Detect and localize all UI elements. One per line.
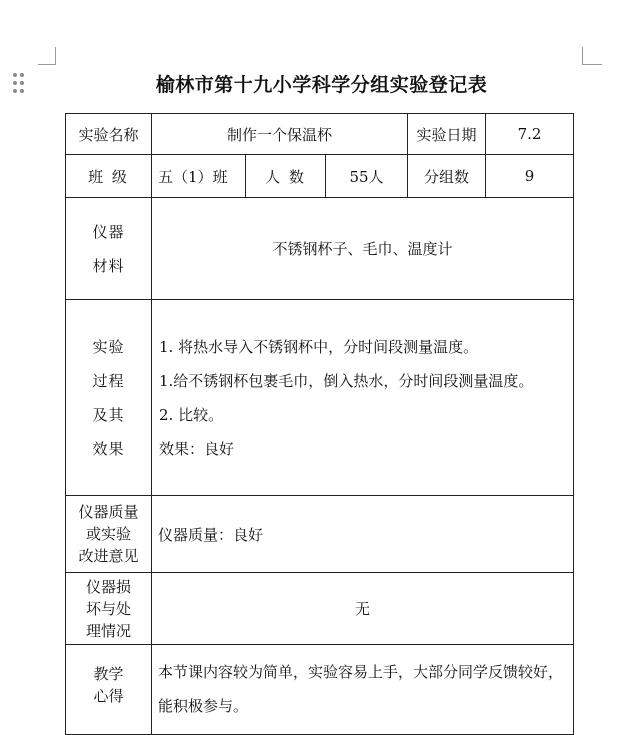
experiment-record-table (65, 113, 574, 735)
teaching-value[interactable]: 本节课内容较为简单，实验容易上手，大部分同学反馈较好，能积极参与。 (152, 645, 574, 735)
row-damage (66, 573, 574, 645)
row-teaching (66, 645, 574, 735)
row-experiment-name (66, 114, 574, 155)
group-count-label: 分组数 (408, 155, 486, 198)
process-label: 实验 过程 及其 效果 (66, 300, 152, 496)
row-equipment (66, 198, 574, 300)
process-line: 效果：良好 (159, 439, 235, 458)
crop-mark-top-left-h (38, 64, 56, 65)
experiment-date-value[interactable]: 7.2 (486, 114, 574, 155)
equipment-value[interactable]: 不锈钢杯子、毛巾、温度计 (152, 198, 574, 300)
row-process (66, 300, 574, 496)
process-value[interactable] (152, 300, 574, 496)
process-line: 2. 比较。 (159, 405, 224, 424)
quality-value[interactable]: 仪器质量：良好 (152, 496, 574, 573)
class-value[interactable]: 五（1）班 (152, 155, 246, 198)
crop-mark-top-right-h (582, 64, 602, 65)
crop-mark-top-left-v (55, 47, 56, 65)
group-count-value[interactable]: 9 (486, 155, 574, 198)
row-class-info (66, 155, 574, 198)
experiment-name-value[interactable]: 制作一个保温杯 (152, 114, 408, 155)
damage-value[interactable]: 无 (152, 573, 574, 645)
class-label: 班 级 (66, 155, 152, 198)
row-quality (66, 496, 574, 573)
experiment-name-label: 实验名称 (66, 114, 152, 155)
process-line: 1. 将热水导入不锈钢杯中，分时间段测量温度。 (159, 337, 479, 356)
quality-label: 仪器质量 或实验 改进意见 (66, 496, 152, 573)
damage-label: 仪器损 坏与处 理情况 (66, 573, 152, 645)
document-title: 榆林市第十九小学科学分组实验登记表 (155, 74, 488, 96)
crop-mark-top-right-v (582, 47, 583, 65)
experiment-date-label: 实验日期 (408, 114, 486, 155)
teaching-label: 教学 心得 (66, 645, 152, 735)
process-line: 1.给不锈钢杯包裹毛巾，倒入热水，分时间段测量温度。 (159, 371, 534, 390)
student-count-value[interactable]: 55人 (326, 155, 408, 198)
student-count-label: 人 数 (246, 155, 326, 198)
equipment-label: 仪器 材料 (66, 198, 152, 300)
